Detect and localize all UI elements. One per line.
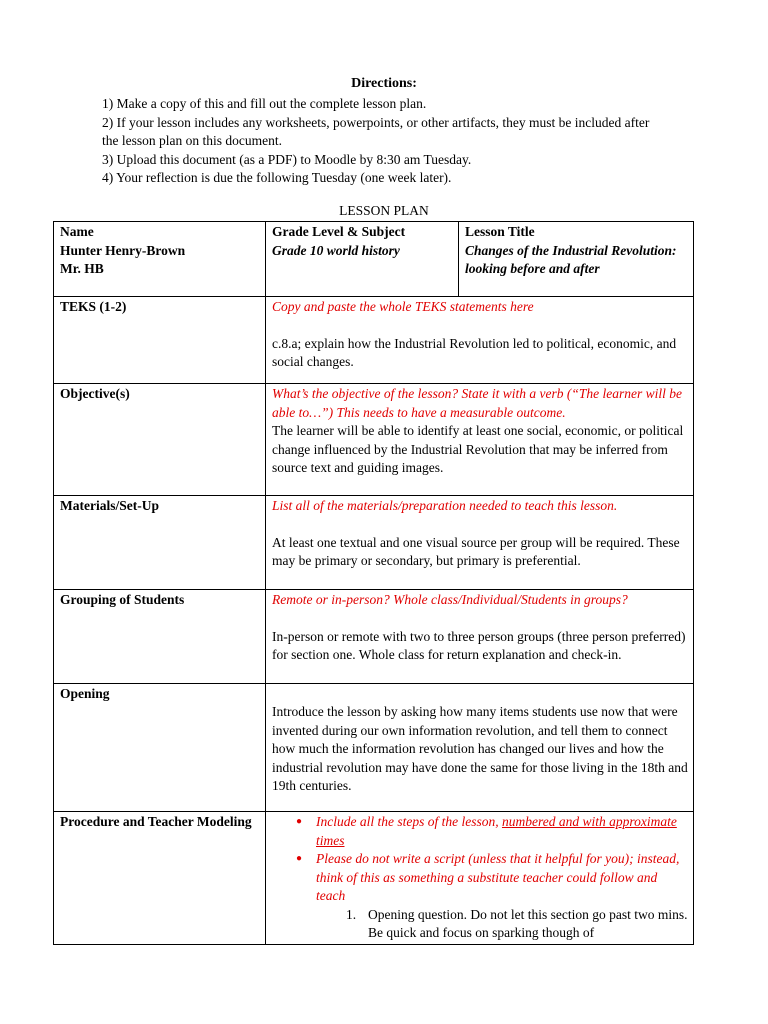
objectives-content: The learner will be able to identify at least one social, economic, or political change influenced by the Industrial Revolution that may be inferred from source text and guiding images. bbox=[272, 423, 684, 475]
procedure-bullet-2: ● Please do not write a script (unless that it helpful for you); instead, think of this as something a substitute teacher could follow and teach bbox=[316, 850, 688, 906]
directions-title: Directions: bbox=[351, 76, 417, 91]
grouping-label: Grouping of Students bbox=[54, 590, 266, 684]
materials-content-cell bbox=[266, 496, 694, 590]
objectives-row bbox=[54, 384, 694, 496]
procedure-content-cell bbox=[266, 812, 694, 945]
opening-content: Introduce the lesson by asking how many items students use now that were invented during our own information revolution, and tell them to connect how much the information revolution has changed our lives and how the industrial revolution may have done the same for those living in the 18th and 19th centuries. bbox=[272, 704, 688, 793]
grade-value: Grade 10 world history bbox=[272, 242, 400, 258]
name-value: Hunter Henry-Brown bbox=[60, 242, 186, 258]
grade-cell bbox=[266, 222, 459, 297]
directions-list bbox=[102, 95, 662, 188]
direction-item-4: 4) Your reflection is due the following Tuesday (one week later). bbox=[102, 170, 452, 185]
procedure-row bbox=[54, 812, 694, 945]
lesson-plan-table bbox=[53, 221, 694, 945]
header-row bbox=[54, 222, 694, 297]
teks-label: TEKS (1-2) bbox=[54, 297, 266, 384]
materials-prompt: List all of the materials/preparation needed to teach this lesson. bbox=[272, 498, 618, 513]
lesson-title-cell bbox=[459, 222, 694, 297]
procedure-bullet-1: ● Include all the steps of the lesson, numbered and with approximate times bbox=[316, 813, 688, 850]
lesson-title-label: Lesson Title bbox=[465, 224, 535, 239]
procedure-label: Procedure and Teacher Modeling bbox=[54, 812, 266, 945]
teks-row bbox=[54, 297, 694, 384]
grouping-row bbox=[54, 590, 694, 684]
objectives-prompt: What’s the objective of the lesson? State it with a verb (“The learner will be able to…”) This needs to have a measurable outcome. bbox=[272, 386, 682, 420]
name-value-2: Mr. HB bbox=[60, 261, 104, 276]
lesson-plan-title: LESSON PLAN bbox=[339, 203, 429, 218]
direction-item-2: 2) If your lesson includes any worksheets, powerpoints, or other artifacts, they must be included after the lesson plan on this document. bbox=[102, 114, 650, 148]
teks-content: c.8.a; explain how the Industrial Revolution led to political, economic, and social changes. bbox=[272, 335, 677, 369]
grouping-prompt: Remote or in-person? Whole class/Individual/Students in groups? bbox=[272, 592, 628, 607]
materials-row bbox=[54, 496, 694, 590]
procedure-step-1: 1. Opening question. Do not let this section go past two mins. Be quick and focus on sparking though of bbox=[346, 906, 688, 940]
procedure-steps bbox=[272, 906, 688, 943]
name-label: Name bbox=[60, 224, 94, 239]
direction-item-1: 1) Make a copy of this and fill out the complete lesson plan. bbox=[102, 96, 427, 111]
name-cell bbox=[54, 222, 266, 297]
opening-row bbox=[54, 684, 694, 812]
objectives-label: Objective(s) bbox=[54, 384, 266, 496]
teks-content-cell bbox=[266, 297, 694, 384]
grouping-content-cell bbox=[266, 590, 694, 684]
opening-label: Opening bbox=[54, 684, 266, 812]
teks-prompt: Copy and paste the whole TEKS statements here bbox=[272, 299, 534, 314]
procedure-bullets bbox=[272, 813, 688, 906]
materials-content: At least one textual and one visual source per group will be required. These may be primary or secondary, but primary is preferential. bbox=[272, 534, 680, 568]
direction-item-3: 3) Upload this document (as a PDF) to Moodle by 8:30 am Tuesday. bbox=[102, 151, 472, 167]
opening-content-cell bbox=[266, 684, 694, 812]
materials-label: Materials/Set-Up bbox=[54, 496, 266, 590]
lesson-title-value: Changes of the Industrial Revolution: looking before and after bbox=[465, 242, 677, 276]
objectives-content-cell bbox=[266, 384, 694, 496]
grade-label: Grade Level & Subject bbox=[272, 224, 406, 239]
grouping-content: In-person or remote with two to three person groups (three person preferred) for section one. Whole class for return explanation and check-in. bbox=[272, 628, 686, 662]
